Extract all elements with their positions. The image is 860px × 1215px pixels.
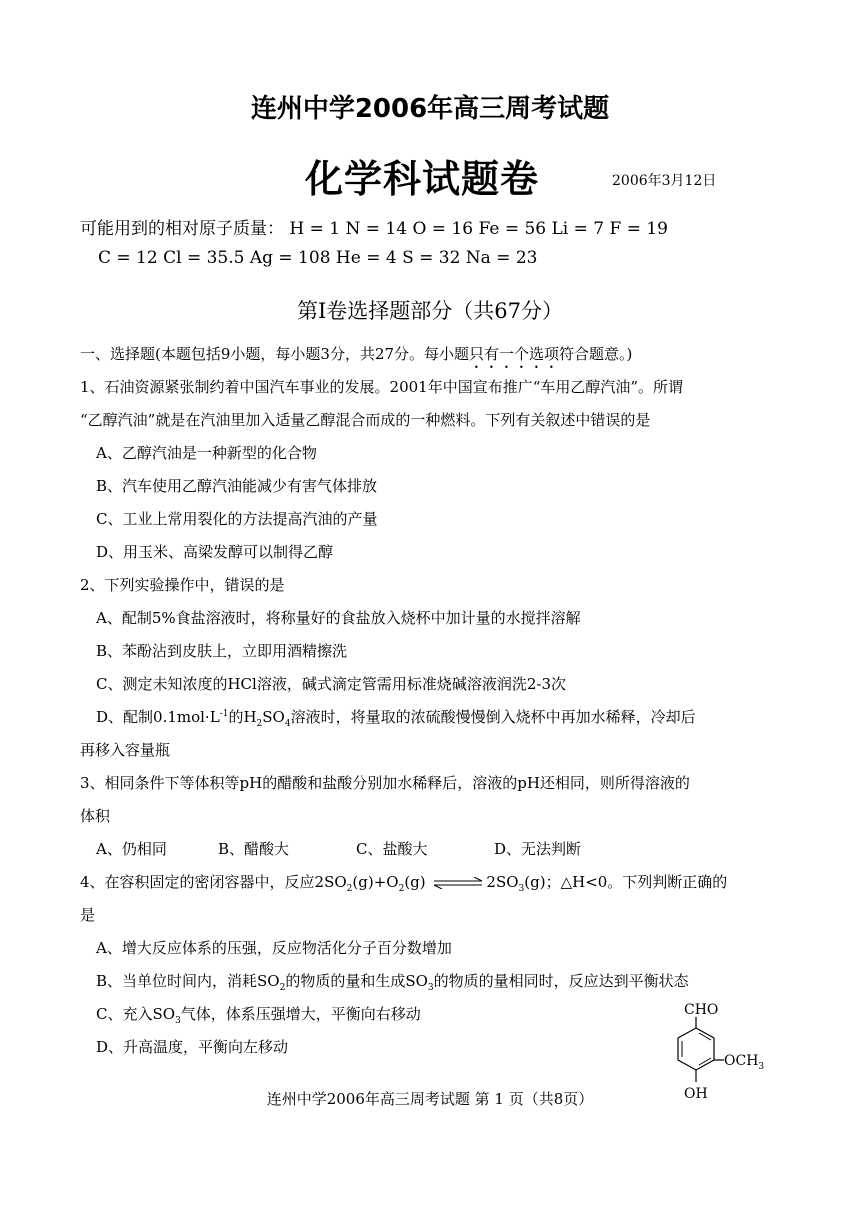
q3-option-d: D、无法判断 xyxy=(494,840,582,858)
q4-option-d: D、升高温度，平衡向左移动 xyxy=(96,1038,289,1056)
q3-stem-line-2: 体积 xyxy=(80,807,111,825)
q4-option-a: A、增大反应体系的压强，反应物活化分子百分数增加 xyxy=(96,939,452,957)
q2-option-c: C、测定未知浓度的HCl溶液，碱式滴定管需用标准烧碱溶液润洗2-3次 xyxy=(96,675,566,693)
equilibrium-arrow-icon xyxy=(432,877,484,889)
q1-option-d: D、用玉米、高梁发醇可以制得乙醇 xyxy=(96,543,334,561)
q1-stem-line-1: 1、石油资源紧张制约着中国汽车事业的发展。2001年中国宣布推广“车用乙醇汽油”。所谓 xyxy=(80,378,684,396)
q4-option-c: C、充入$SO_3$气体，体系压强增大，平衡向右移动 xyxy=(96,1005,421,1026)
q2-option-d-continued: 再移入容量瓶 xyxy=(80,741,171,759)
q3-stem-line-1: 3、相同条件下等体积等pH的醋酸和盐酸分别加水稀释后，溶液的pH还相同，则所得溶液的 xyxy=(80,774,690,792)
q2-option-a: A、配制5%食盐溶液时，将称量好的食盐放入烧杯中加计量的水搅拌溶解 xyxy=(96,609,581,627)
instructions-prefix: 一、选择题(本题包括9小题，每小题3分，共27分。每小题 xyxy=(80,345,470,363)
section-title: 第Ⅰ卷选择题部分（共67分） xyxy=(296,299,564,323)
q4-stem-line-2: 是 xyxy=(80,906,96,924)
instructions-suffix: 符合题意。) xyxy=(559,345,633,363)
q3-option-b: B、醋酸大 xyxy=(218,840,290,858)
atomic-masses-line-1: 可能用到的相对原子质量： H = 1 N = 14 O = 16 Fe = 56 Li = 7 F = 19 xyxy=(80,219,668,239)
q1-option-b: B、汽车使用乙醇汽油能减少有害气体排放 xyxy=(96,477,378,495)
q1-option-a: A、乙醇汽油是一种新型的化合物 xyxy=(96,444,317,462)
q4-stem-line-1: 4、在容积固定的密闭容器中，反应$2SO_2(g)+O_2(g)$ $2SO_3(g)$；△H<0。下列判断正确的 xyxy=(80,873,728,894)
q1-option-c: C、工业上常用裂化的方法提高汽油的产量 xyxy=(96,510,378,528)
q4-option-b: B、当单位时间内，消耗$SO_2$的物质的量和生成$SO_3$的物质的量相同时，反应达到平衡状态 xyxy=(96,972,689,993)
instructions-emphasis: 只有一个选项 xyxy=(469,345,560,363)
exam-date: 2006年3月12日 xyxy=(612,173,717,189)
q2-stem: 2、下列实验操作中，错误的是 xyxy=(80,576,285,594)
q3-option-a: A、仍相同 xyxy=(96,840,167,858)
q2-option-b: B、苯酚沾到皮肤上，立即用酒精擦洗 xyxy=(96,642,348,660)
page-footer: 连州中学2006年高三周考试题 第 1 页（共8页） xyxy=(266,1090,594,1108)
q2-option-d: D、配制$0.1mol\cdot L^{-1}$的$H_2SO_4$溶液时，将量取的浓硫酸慢慢倒入烧杯中再加水稀释，冷却后 xyxy=(96,708,696,729)
structure-oh-label: OH xyxy=(684,1086,708,1102)
structure-och3-label: $OCH_3$ xyxy=(724,1053,765,1072)
school-title: 连州中学2006年高三周考试题 xyxy=(250,94,610,124)
q1-stem-line-2: “乙醇汽油”就是在汽油里加入适量乙醇混合而成的一种燃料。下列有关叙述中错误的是 xyxy=(80,411,651,429)
instructions xyxy=(80,343,632,372)
q3-option-c: C、盐酸大 xyxy=(356,840,428,858)
atomic-masses-line-2: C = 12 Cl = 35.5 Ag = 108 He = 4 S = 32 Na = 23 xyxy=(98,248,538,268)
structure-cho-label: CHO xyxy=(684,1002,719,1018)
subject-title: 化学科试题卷 xyxy=(305,157,540,201)
